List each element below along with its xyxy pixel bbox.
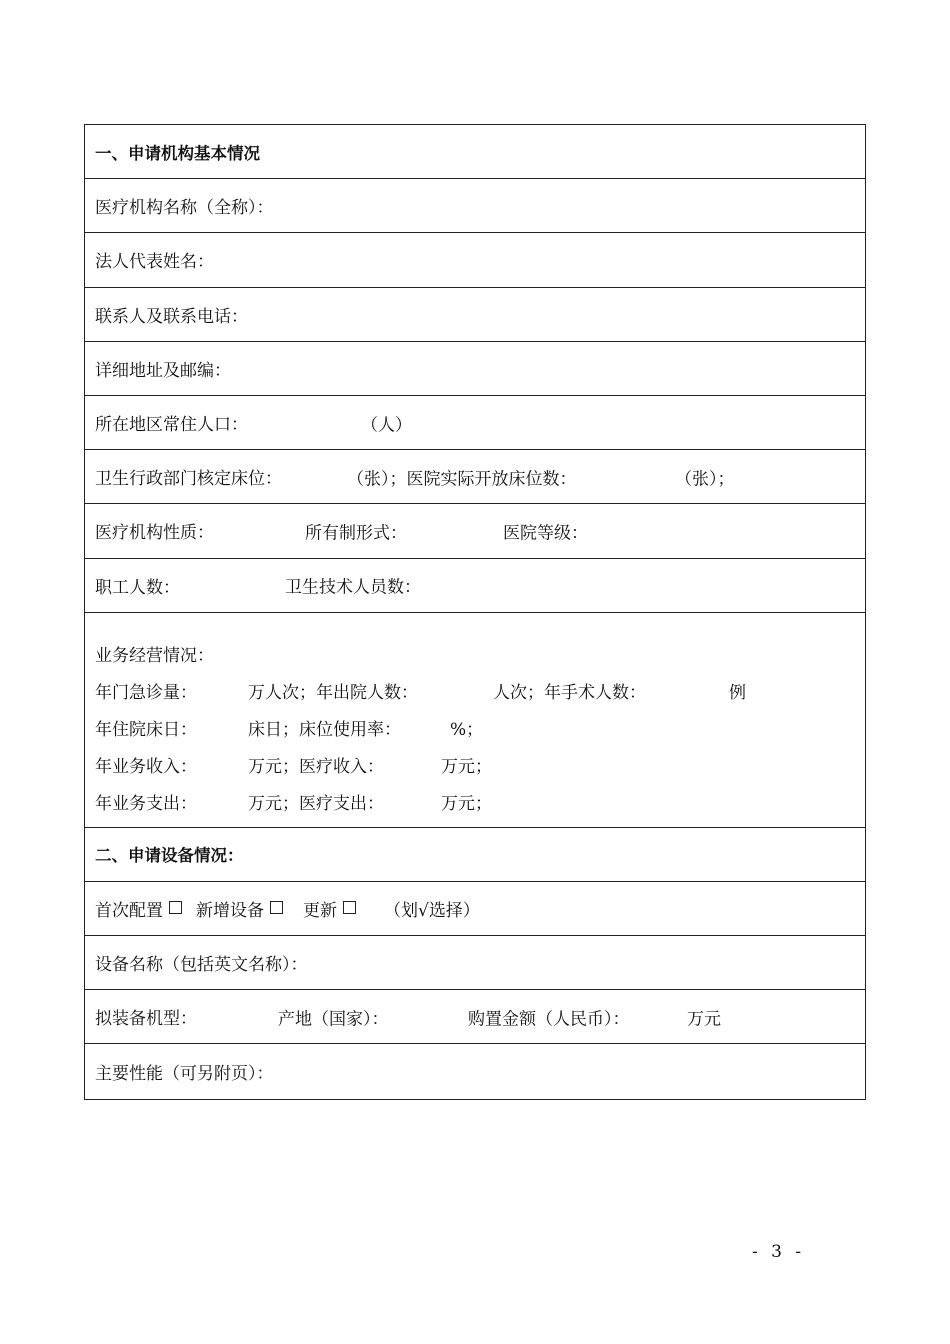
address-label: 详细地址及邮编： — [95, 360, 231, 381]
bed-days-unit: 床日；床位使用率： — [248, 719, 401, 740]
outpatient-label: 年门急诊量： — [95, 682, 197, 703]
revenue-label: 年业务收入： — [95, 756, 197, 777]
discharge-unit: 人次；年手术人数： — [493, 682, 646, 703]
price-label: 购置金额（人民币）： — [468, 1009, 630, 1030]
revenue-unit: 万元；医疗收入： — [248, 756, 384, 777]
population-row[interactable] — [85, 396, 865, 450]
update-label: 更新 — [303, 900, 337, 921]
tech-staff-label: 卫生技术人员数： — [285, 577, 421, 598]
revenue-line — [95, 752, 865, 789]
config-type-row — [85, 882, 865, 936]
population-unit: （人） — [361, 415, 412, 436]
staff-label: 职工人数： — [95, 577, 180, 598]
first-config-label: 首次配置 — [95, 900, 163, 921]
expense-line — [95, 789, 865, 826]
beds-row[interactable] — [85, 450, 865, 504]
new-equipment-checkbox[interactable] — [270, 901, 283, 914]
population-label: 所在地区常住人口： — [95, 415, 248, 436]
legal-rep-row[interactable] — [85, 233, 865, 287]
grade-label: 医院等级： — [503, 523, 588, 544]
usage-unit: %； — [450, 719, 484, 740]
new-equipment-label: 新增设备 — [196, 900, 264, 921]
business-row[interactable] — [85, 613, 865, 828]
expense-label: 年业务支出： — [95, 793, 197, 814]
choose-hint: （划√选择） — [384, 900, 480, 921]
nature-row[interactable] — [85, 504, 865, 558]
business-title-line — [95, 641, 865, 678]
model-label: 拟装备机型： — [95, 1009, 197, 1030]
medical-expense-unit: 万元； — [441, 793, 492, 814]
expense-unit: 万元；医疗支出： — [248, 793, 384, 814]
model-row[interactable] — [85, 990, 865, 1044]
institution-name-label: 医疗机构名称（全称）： — [95, 198, 274, 219]
performance-label: 主要性能（可另附页）： — [95, 1064, 274, 1085]
legal-rep-label: 法人代表姓名： — [95, 252, 214, 273]
section1-header — [85, 125, 865, 179]
medical-revenue-unit: 万元； — [441, 756, 492, 777]
staff-row[interactable] — [85, 559, 865, 613]
bed-days-line — [95, 715, 865, 752]
beds-label: 卫生行政部门核定床位： — [95, 469, 282, 490]
first-config-checkbox[interactable] — [169, 901, 182, 914]
bed-days-label: 年住院床日： — [95, 719, 197, 740]
performance-row[interactable] — [85, 1044, 865, 1098]
outpatient-line — [95, 678, 865, 715]
beds-unit: （张）；医院实际开放床位数： — [347, 469, 577, 490]
ownership-label: 所有制形式： — [305, 523, 407, 544]
address-row[interactable] — [85, 342, 865, 396]
application-form-table — [84, 124, 866, 1100]
surgery-unit: 例 — [729, 682, 746, 703]
business-title: 业务经营情况： — [95, 645, 214, 666]
nature-label: 医疗机构性质： — [95, 523, 214, 544]
contact-label: 联系人及联系电话： — [95, 306, 248, 327]
section2-header — [85, 828, 865, 882]
section2-title: 二、申请设备情况： — [95, 846, 244, 866]
contact-row[interactable] — [85, 288, 865, 342]
price-unit: 万元 — [687, 1009, 721, 1030]
page-number: - 3 - — [752, 1242, 806, 1262]
equipment-name-label: 设备名称（包括英文名称）： — [95, 955, 308, 976]
origin-label: 产地（国家）： — [278, 1009, 389, 1030]
update-checkbox[interactable] — [343, 901, 356, 914]
outpatient-unit: 万人次；年出院人数： — [248, 682, 418, 703]
institution-name-row[interactable] — [85, 179, 865, 233]
open-beds-unit: （张）； — [675, 469, 735, 490]
section1-title: 一、申请机构基本情况 — [95, 143, 260, 163]
equipment-name-row[interactable] — [85, 936, 865, 990]
